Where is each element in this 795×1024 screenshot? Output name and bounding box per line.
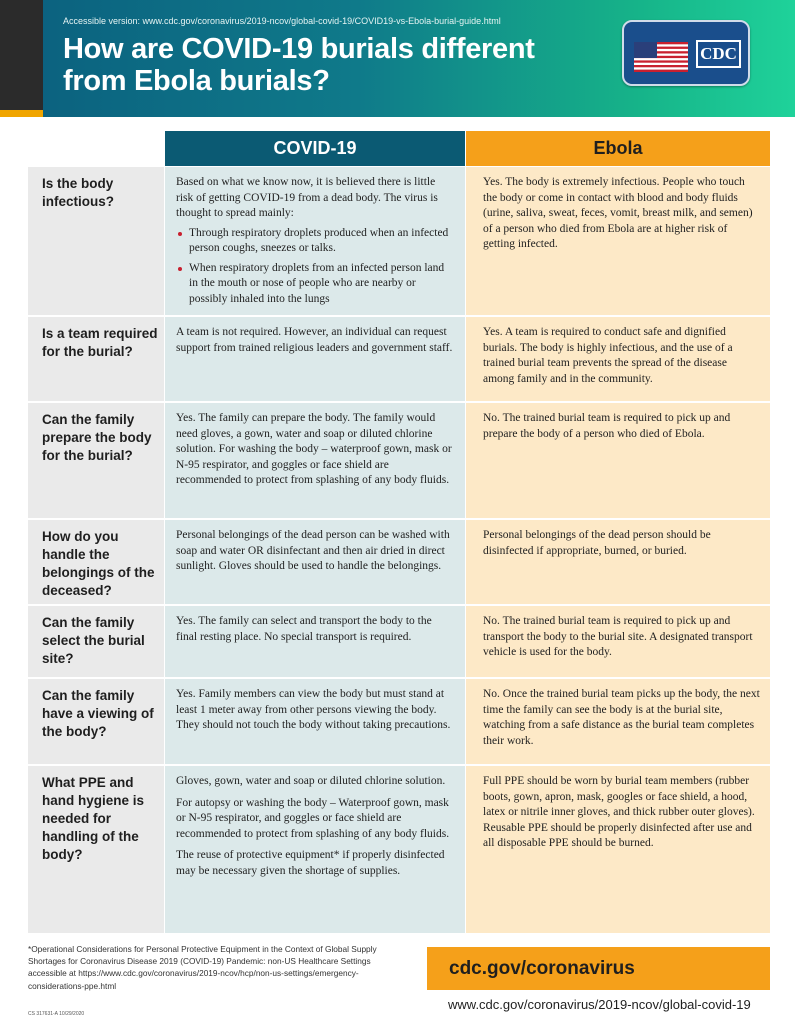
row-question: Can the family select the burial site? <box>28 606 164 677</box>
covid-cell-text: For autopsy or washing the body – Waterproof gown, mask or N-95 respirator, and goggles or face shield are recommended to protect from splashing of any body fluids. <box>176 796 450 840</box>
global-covid-link[interactable]: www.cdc.gov/coronavirus/2019-ncov/global-covid-19 <box>448 997 751 1012</box>
covid-cell: Yes. The family can prepare the body. The family would need gloves, a gown, water and soap or diluted chlorine solution. For washing the body – waterproof gown, mask or N-95 respirator, and goggles or face shield are recommended to protect from splashing of any body fluids. <box>165 403 465 518</box>
list-item: Through respiratory droplets produced when an infected person coughs, sneezes or talks. <box>176 226 455 257</box>
ebola-cell: Full PPE should be worn by burial team members (rubber boots, gown, apron, mask, googles or face shield, a hood, latex or nitrile inner gloves, and thick rubber outer gloves). Reusable PPE should be properly disinfected after use and all disposable PPE should be burned. <box>466 766 770 933</box>
table-row <box>28 520 770 604</box>
list-item: When respiratory droplets from an infected person land in the mouth or nose of people who are nearby or possibly inhaled into the lungs <box>176 261 455 308</box>
column-header-covid: COVID-19 <box>165 131 465 166</box>
cdc-logo <box>622 20 750 86</box>
ebola-cell: Personal belongings of the dead person should be disinfected if appropriate, burned, or buried. <box>466 520 770 604</box>
row-question: How do you handle the belongings of the deceased? <box>28 520 164 604</box>
footnote: *Operational Considerations for Personal Protective Equipment in the Context of Global Supply Shortages for Coronavirus Disease 2019 (COVID-19) Pandemic: non-US Healthcare Settings accessible at https://www.cdc.gov/coronavirus/2019-ncov/hcp/non-us-settings/emergency-considerations-ppe.html <box>28 944 377 991</box>
table-row <box>28 317 770 401</box>
cdc-logo-text: CDC <box>696 40 741 68</box>
page-title: How are COVID-19 burials different from Ebola burials? <box>63 33 535 97</box>
page-header <box>0 0 795 117</box>
covid-cell: Yes. Family members can view the body but must stand at least 1 meter away from other persons viewing the body. They should not touch the body without taking precautions. <box>165 679 465 764</box>
ebola-cell: Yes. The body is extremely infectious. People who touch the body or come in contact with blood and body fluids (urine, saliva, sweat, feces, vomit, breast milk, and semen) of a person who died from Ebola are at higher risk of getting infected. <box>466 167 770 315</box>
table-row <box>28 766 770 933</box>
header-accent-bar <box>0 110 43 117</box>
covid-bullet-list <box>176 226 455 308</box>
covid-cell-text: Gloves, gown, water and soap or diluted chlorine solution. <box>176 775 446 787</box>
row-question: Is a team required for the burial? <box>28 317 164 401</box>
header-dark-bar <box>0 0 43 117</box>
row-question: Can the family prepare the body for the burial? <box>28 403 164 518</box>
covid-cell: Yes. The family can select and transport the body to the final resting place. No special transport is required. <box>165 606 465 677</box>
ebola-cell: Yes. A team is required to conduct safe and dignified burials. The body is highly infectious, and the use of a trained burial team prevents the spread of the disease among family and in the community. <box>466 317 770 401</box>
ebola-cell: No. The trained burial team is required to pick up and prepare the body of a person who died of Ebola. <box>466 403 770 518</box>
covid-cell-text: Based on what we know now, it is believed there is little risk of getting COVID-19 from a dead body. The virus is thought to spread mainly: <box>176 176 438 219</box>
column-header-ebola: Ebola <box>466 131 770 166</box>
table-row <box>28 679 770 764</box>
us-flag-icon <box>634 42 688 72</box>
covid-cell <box>165 766 465 933</box>
row-question: What PPE and hand hygiene is needed for handling of the body? <box>28 766 164 933</box>
table-row <box>28 167 770 315</box>
row-question: Is the body infectious? <box>28 167 164 315</box>
cdc-coronavirus-link[interactable]: cdc.gov/coronavirus <box>427 947 770 990</box>
covid-cell: Personal belongings of the dead person can be washed with soap and water OR disinfectant and then air dried in direct sunlight. Gloves should be used to handle the belongings. <box>165 520 465 604</box>
ebola-cell: No. The trained burial team is required to pick up and transport the body to the burial site. A designated transport vehicle is used for the body. <box>466 606 770 677</box>
table-row <box>28 403 770 518</box>
covid-cell: A team is not required. However, an individual can request support from trained religious leaders and government staff. <box>165 317 465 401</box>
ebola-cell: No. Once the trained burial team picks up the body, the next time the family can see the body is at the burial site, watching from a safe distance as the burial team completes their work. <box>466 679 770 764</box>
covid-cell <box>165 167 465 315</box>
accessible-version-link[interactable]: Accessible version: www.cdc.gov/coronavirus/2019-ncov/global-covid-19/COVID19-vs-Ebola-burial-guide.html <box>63 16 501 26</box>
covid-cell-text: The reuse of protective equipment* if properly disinfected may be necessary given the shortage of supplies. <box>176 849 445 877</box>
table-row <box>28 606 770 677</box>
document-id: CS 317631-A 10/29/2020 <box>28 1011 85 1017</box>
row-question: Can the family have a viewing of the body? <box>28 679 164 764</box>
